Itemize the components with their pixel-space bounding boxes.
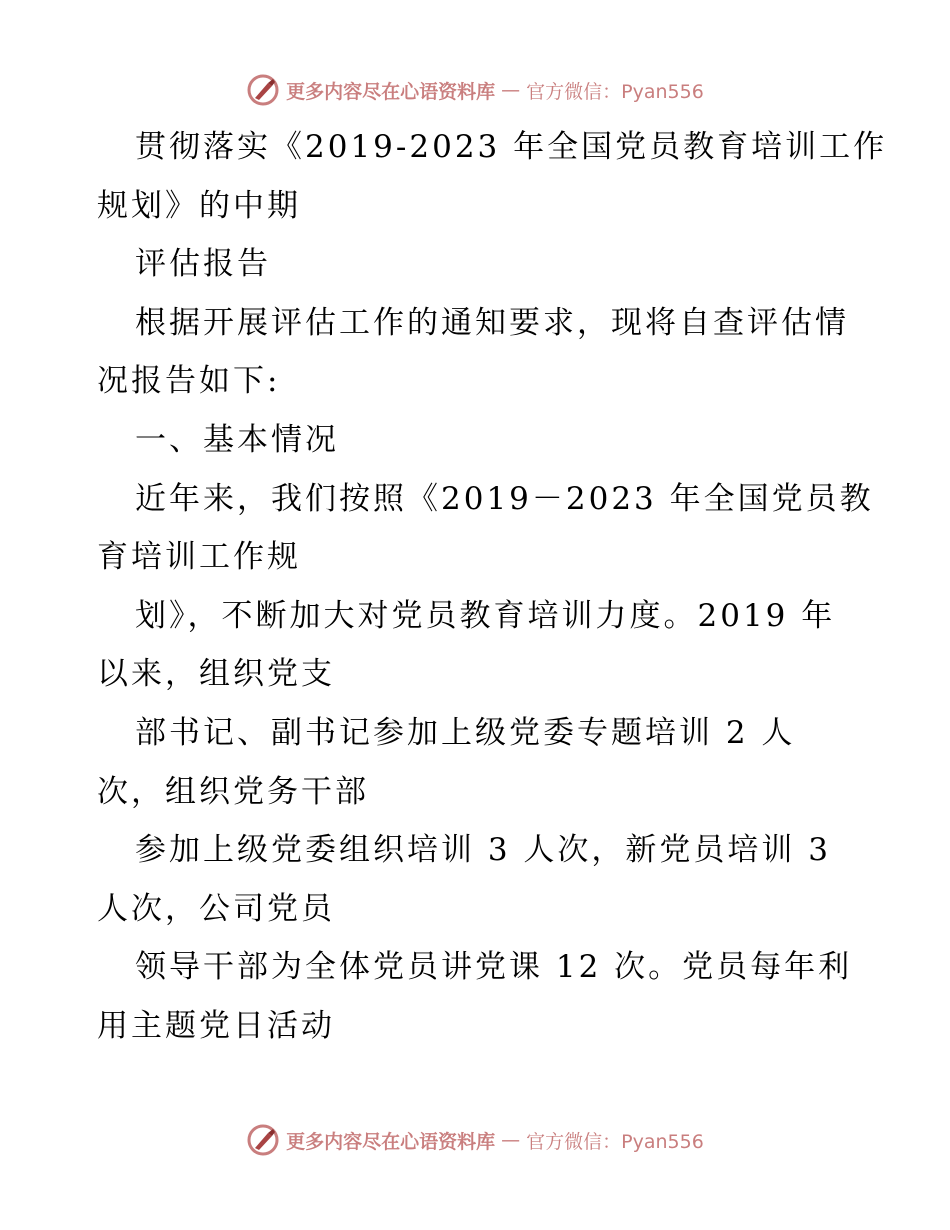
document-line: 参加上级党委组织培训 3 人次，新党员培训 3 [135,832,832,869]
watermark-footer [0,1120,950,1160]
document-line: 领导干部为全体党员讲党课 12 次。党员每年利 [135,949,853,986]
document-line: 育培训工作规 [97,539,301,576]
document-line: 近年来，我们按照《2019－2023 年全国党员教 [135,480,874,517]
watermark-dash: — [501,1129,521,1151]
document-line: 一、基本情况 [135,421,339,458]
document-line: 部书记、副书记参加上级党委专题培训 2 人 [135,714,796,751]
watermark-wechat: 官方微信：Pyan556 [526,80,704,103]
document-line: 次，组织党务干部 [97,773,369,810]
document-line: 根据开展评估工作的通知要求，现将自查评估情 [135,304,849,341]
pen-circle-logo-icon [246,1123,280,1157]
watermark-group [246,1123,704,1157]
document-line: 评估报告 [135,246,271,283]
document-line: 用主题党日活动 [97,1007,335,1044]
document-line: 划》，不断加大对党员教育培训力度。2019 年 [135,597,836,634]
document-line: 以来，组织党支 [97,656,335,693]
document-line: 人次，公司党员 [97,890,335,927]
document-line: 况报告如下: [97,363,281,400]
document-line: 规划》的中期 [97,187,301,224]
watermark-dash: — [501,79,521,101]
document-line: 贯彻落实《2019-2023 年全国党员教育培训工作 [135,129,888,165]
watermark-wechat: 官方微信：Pyan556 [526,1130,704,1153]
pen-circle-logo-icon [246,73,280,107]
watermark-site-name: 更多内容尽在心语资料库 [286,1130,496,1153]
document-body [97,118,888,1056]
watermark-group [246,73,704,107]
watermark-site-name: 更多内容尽在心语资料库 [286,80,496,103]
watermark-header [0,70,950,110]
